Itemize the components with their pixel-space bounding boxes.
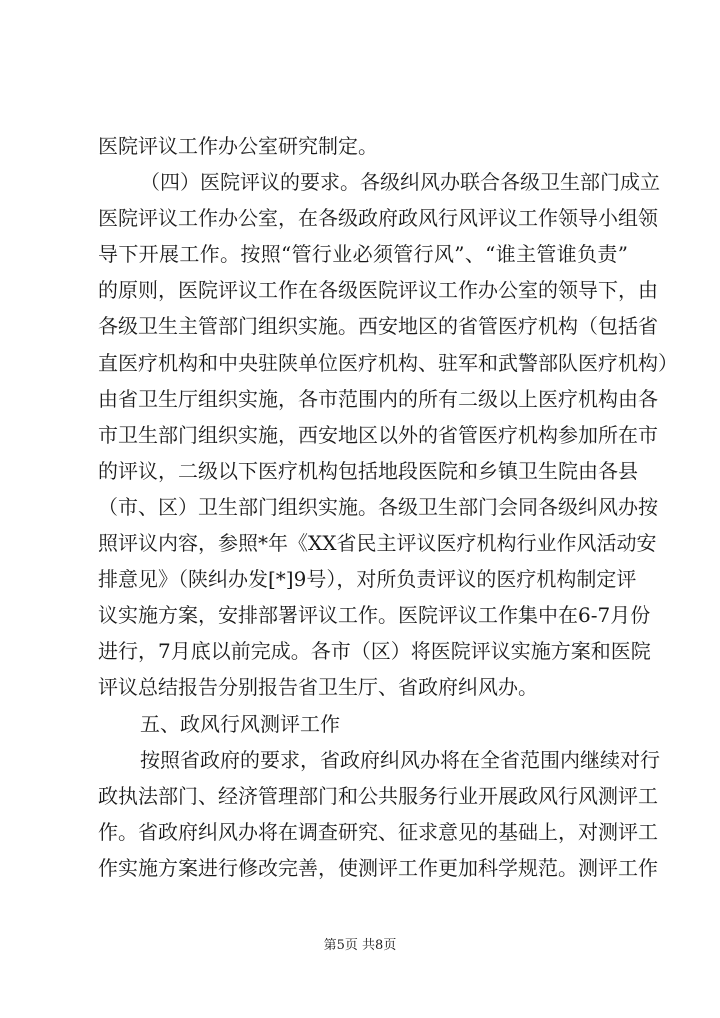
page-footer: 第5页 共8页 bbox=[323, 938, 397, 953]
text-line: 政执法部门、经济管理部门和公共服务行业开展政风行风测评工 bbox=[98, 783, 658, 808]
text-line: （市、区）卫生部门组织实施。各级卫生部门会同各级纠风办按 bbox=[98, 494, 658, 519]
text-line: 按照省政府的要求，省政府纠风办将在全省范围内继续对行 bbox=[140, 747, 660, 772]
text-line: 由省卫生厅组织实施，各市范围内的所有二级以上医疗机构由各 bbox=[98, 386, 658, 411]
text-line: 各级卫生主管部门组织实施。西安地区的省管医疗机构（包括省 bbox=[98, 314, 658, 339]
text-line: 作。省政府纠风办将在调查研究、征求意见的基础上，对测评工 bbox=[98, 819, 658, 844]
text-line: 的评议，二级以下医疗机构包括地段医院和乡镇卫生院由各县 bbox=[98, 458, 638, 483]
text-line: 市卫生部门组织实施，西安地区以外的省管医疗机构参加所在市 bbox=[98, 422, 658, 447]
text-line: 议实施方案，安排部署评议工作。医院评议工作集中在6-7月份 bbox=[98, 603, 651, 628]
text-line: 评议总结报告分别报告省卫生厅、省政府纠风办。 bbox=[98, 675, 538, 700]
text-line: 排意见》（陕纠办发[*]9号），对所负责评议的医疗机构制定评 bbox=[98, 567, 637, 592]
text-line: 导下开展工作。按照“管行业必须管行风”、“谁主管谁负责” bbox=[98, 242, 628, 267]
text-line: 直医疗机构和中央驻陕单位医疗机构、驻军和武警部队医疗机构） bbox=[98, 350, 678, 375]
text-line: 医院评议工作办公室，在各级政府政风行风评议工作领导小组领 bbox=[98, 206, 658, 231]
text-line: 照评议内容，参照*年《XX省民主评议医疗机构行业作风活动安 bbox=[98, 531, 657, 556]
document-body bbox=[98, 128, 678, 886]
text-line: 进行，7月底以前完成。各市（区）将医院评议实施方案和医院 bbox=[98, 639, 651, 664]
text-line: 的原则，医院评议工作在各级医院评议工作办公室的领导下，由 bbox=[98, 278, 658, 303]
text-line: 作实施方案进行修改完善，使测评工作更加科学规范。测评工作 bbox=[98, 855, 658, 880]
text-line: 医院评议工作办公室研究制定。 bbox=[98, 134, 378, 158]
text-line: 五、政风行风测评工作 bbox=[140, 711, 340, 736]
text-line: （四）医院评议的要求。各级纠风办联合各级卫生部门成立 bbox=[140, 170, 660, 195]
